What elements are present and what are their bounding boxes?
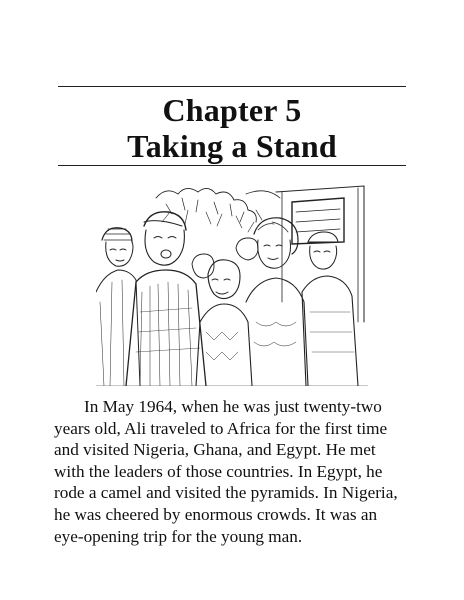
body-paragraph	[54, 396, 414, 547]
chapter-number: Chapter 5	[162, 92, 302, 128]
bottom-divider	[58, 165, 406, 166]
crowd-illustration	[96, 182, 368, 386]
body-line: In May 1964, when he was just twenty-two	[84, 397, 382, 416]
body-line: he was cheered by enormous crowds. It was an	[54, 504, 378, 524]
top-divider	[58, 86, 406, 87]
body-line: rode a camel and visited the pyramids. In Nigeria,	[54, 483, 398, 503]
body-line: with the leaders of those countries. In Egypt, he	[54, 461, 383, 481]
body-line: and visited Nigeria, Ghana, and Egypt. He met	[54, 440, 376, 460]
body-line: years old, Ali traveled to Africa for the first time	[54, 418, 388, 438]
chapter-title: Taking a Stand	[127, 128, 337, 164]
body-line: eye-opening trip for the young man.	[54, 526, 303, 546]
